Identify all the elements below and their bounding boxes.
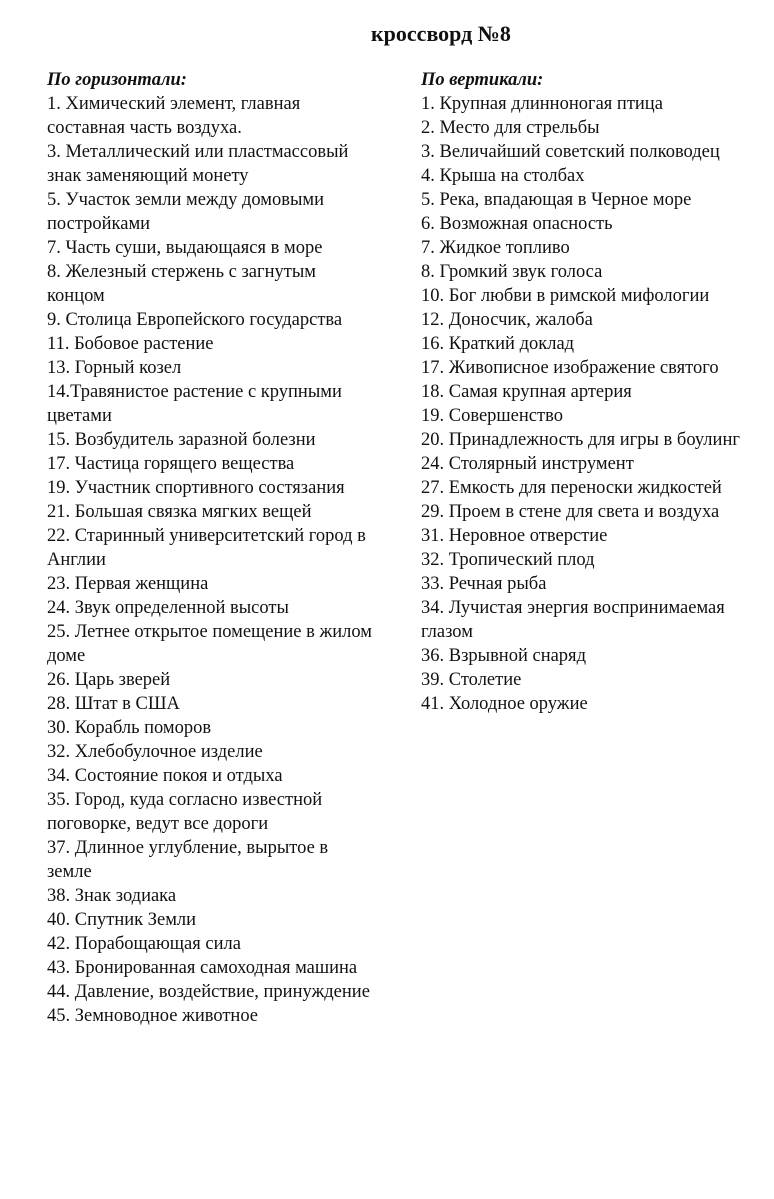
across-clue: 44. Давление, воздействие, принуждение [47, 982, 370, 1002]
across-clue: 14.Травянистое растение с крупными цветами [47, 382, 342, 426]
down-clue: 36. Взрывной снаряд [421, 646, 586, 666]
across-clue: 19. Участник спортивного состязания [47, 478, 345, 498]
down-clue: 1. Крупная длинноногая птица [421, 94, 663, 114]
down-clue: 20. Принадлежность для игры в боулинг [421, 430, 740, 450]
down-clue: 39. Столетие [421, 670, 522, 690]
across-clue: 9. Столица Европейского государства [47, 310, 343, 330]
page-title: кроссворд №8 [371, 21, 511, 46]
across-clue: 25. Летнее открытое помещение в жилом доме [47, 622, 373, 666]
down-clue: 34. Лучистая энергия воспринимаемая глазом [421, 598, 725, 642]
down-clue: 6. Возможная опасность [421, 214, 613, 234]
down-clue: 31. Неровное отверстие [421, 526, 608, 546]
down-clue: 5. Река, впадающая в Черное море [421, 190, 692, 210]
down-clue: 41. Холодное оружие [421, 694, 588, 714]
down-clue: 32. Тропический плод [421, 550, 595, 570]
across-column [47, 68, 377, 1028]
down-column [421, 68, 761, 716]
down-clue: 33. Речная рыба [421, 574, 547, 594]
across-clue: 24. Звук определенной высоты [47, 598, 289, 618]
down-clue: 18. Самая крупная артерия [421, 382, 632, 402]
across-clue: 5. Участок земли между домовыми постройками [47, 190, 325, 234]
down-clue: 4. Крыша на столбах [421, 166, 585, 186]
down-clue: 3. Величайший советский полководец [421, 142, 720, 162]
down-clue: 24. Столярный инструмент [421, 454, 634, 474]
down-clue: 10. Бог любви в римской мифологии [421, 286, 710, 306]
across-clue: 45. Земноводное животное [47, 1006, 259, 1026]
across-clue: 3. Металлический или пластмассовый знак заменяющий монету [47, 142, 349, 186]
across-heading: По горизонтали: [47, 70, 187, 90]
down-clue: 27. Емкость для переноски жидкостей [421, 478, 722, 498]
across-clue: 43. Бронированная самоходная машина [47, 958, 358, 978]
across-clue: 15. Возбудитель заразной болезни [47, 430, 316, 450]
across-clue: 23. Первая женщина [47, 574, 209, 594]
across-clue: 37. Длинное углубление, вырытое в земле [47, 838, 329, 882]
across-clue: 17. Частица горящего вещества [47, 454, 295, 474]
down-clue: 19. Совершенство [421, 406, 563, 426]
across-clue: 30. Корабль поморов [47, 718, 212, 738]
down-clue: 12. Доносчик, жалоба [421, 310, 593, 330]
across-clue: 42. Порабощающая сила [47, 934, 241, 954]
down-clue: 7. Жидкое топливо [421, 238, 570, 258]
across-clue: 8. Железный стержень с загнутым концом [47, 262, 316, 306]
across-clue: 21. Большая связка мягких вещей [47, 502, 312, 522]
down-clue: 29. Проем в стене для света и воздуха [421, 502, 720, 522]
down-clue: 2. Место для стрельбы [421, 118, 600, 138]
across-clue: 38. Знак зодиака [47, 886, 177, 906]
across-clue: 35. Город, куда согласно известной поговорке, ведут все дороги [47, 790, 323, 834]
across-clue-list [47, 92, 377, 1028]
across-clue: 1. Химический элемент, главная составная часть воздуха. [47, 94, 301, 138]
across-clue: 22. Старинный университетский город в Англии [47, 526, 366, 570]
across-clue: 32. Хлебобулочное изделие [47, 742, 263, 762]
down-heading: По вертикали: [421, 70, 544, 90]
across-clue: 11. Бобовое растение [47, 334, 214, 354]
down-clue: 16. Краткий доклад [421, 334, 575, 354]
across-clue: 26. Царь зверей [47, 670, 171, 690]
down-clue-list [421, 92, 761, 716]
across-clue: 40. Спутник Земли [47, 910, 197, 930]
down-clue: 8. Громкий звук голоса [421, 262, 603, 282]
across-clue: 13. Горный козел [47, 358, 182, 378]
down-clue: 17. Живописное изображение святого [421, 358, 719, 378]
across-clue: 34. Состояние покоя и отдыха [47, 766, 283, 786]
across-clue: 28. Штат в США [47, 694, 180, 714]
across-clue: 7. Часть суши, выдающаяся в море [47, 238, 323, 258]
